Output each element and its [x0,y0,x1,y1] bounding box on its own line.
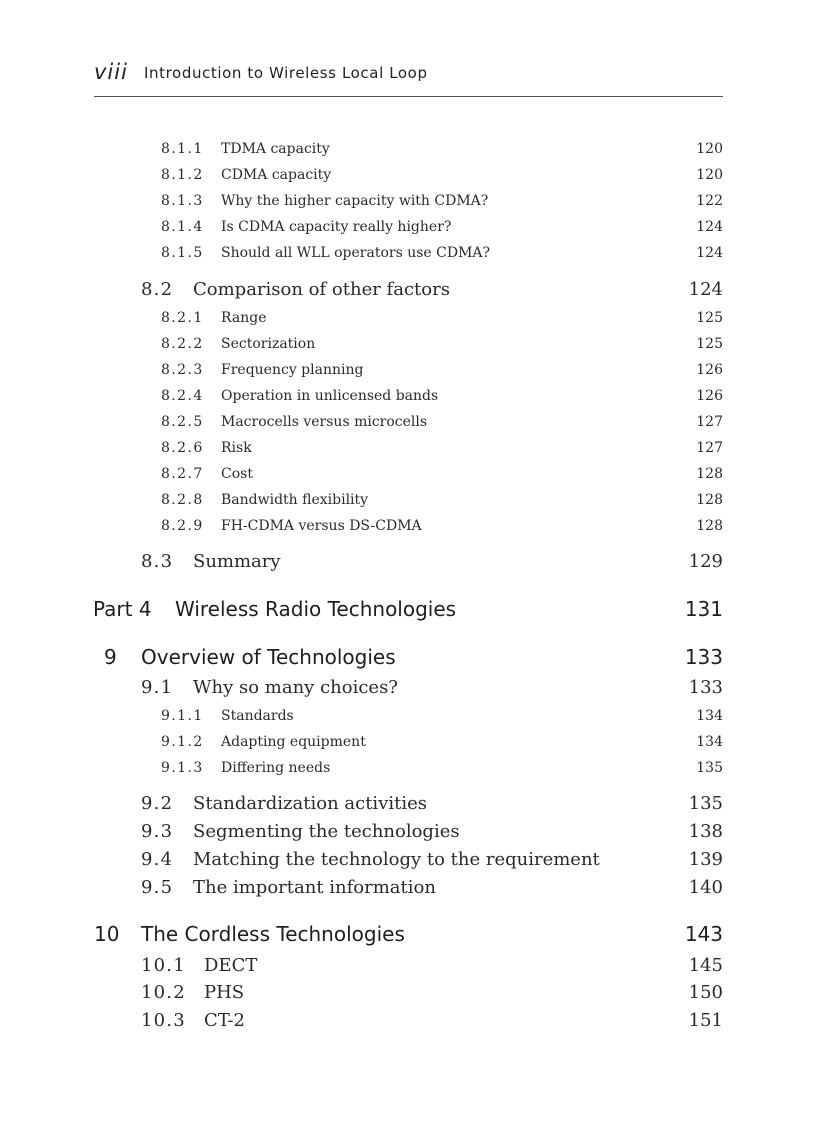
toc-chapter [0,922,816,952]
section-page: 150 [688,982,723,1003]
entry-title: Cost [221,466,253,482]
entry-page: 125 [696,310,723,326]
entry-page: 120 [696,141,723,157]
entry-number: 8.1.5 [161,245,204,261]
entry-page: 128 [696,492,723,508]
toc-section [0,849,816,877]
section-page: 133 [688,677,723,698]
entry-number: 8.1.4 [161,219,204,235]
toc-entry [0,141,816,165]
entry-page: 124 [696,245,723,261]
entry-number: 8.2.5 [161,414,204,430]
section-number: 9.1 [141,677,174,698]
section-page: 138 [688,821,723,842]
entry-page: 122 [696,193,723,209]
section-number: 8.3 [141,551,174,572]
entry-number: 8.2.8 [161,492,204,508]
chapter-title: The Cordless Technologies [141,922,405,946]
toc-entry [0,440,816,464]
section-number: 10.1 [141,955,186,976]
toc-entry [0,760,816,784]
toc-entry [0,708,816,732]
section-title: Why so many choices? [193,677,398,698]
entry-number: 8.2.3 [161,362,204,378]
toc-entry [0,414,816,438]
entry-title: FH-CDMA versus DS-CDMA [221,518,422,534]
entry-title: Sectorization [221,336,316,352]
toc-entry [0,336,816,360]
section-title: The important information [193,877,436,898]
toc-section [0,793,816,821]
entry-title: TDMA capacity [221,141,330,157]
part-title: Wireless Radio Technologies [175,597,457,621]
entry-page: 125 [696,336,723,352]
section-number: 9.5 [141,877,174,898]
toc-entry [0,310,816,334]
entry-number: 8.1.2 [161,167,204,183]
section-title: Comparison of other factors [193,279,450,300]
section-title: Matching the technology to the requirement [193,849,600,870]
entry-page: 135 [696,760,723,776]
entry-number: 8.2.2 [161,336,204,352]
entry-page: 128 [696,466,723,482]
entry-number: 9.1.1 [161,708,204,724]
entry-number: 8.2.6 [161,440,204,456]
toc-entry [0,518,816,542]
entry-title: Differing needs [221,760,331,776]
entry-title: Bandwidth flexibility [221,492,369,508]
section-page: 135 [688,793,723,814]
toc-section [0,982,816,1010]
entry-number: 8.2.7 [161,466,204,482]
section-number: 9.3 [141,821,174,842]
section-title: Summary [193,551,281,572]
section-number: 9.4 [141,849,174,870]
section-title: Standardization activities [193,793,427,814]
toc-section [0,677,816,705]
toc-entry [0,219,816,243]
chapter-page: 133 [684,645,723,669]
section-number: 10.2 [141,982,186,1003]
entry-title: Why the higher capacity with CDMA? [221,193,489,209]
entry-number: 8.1.1 [161,141,204,157]
toc-entry [0,466,816,490]
entry-title: Should all WLL operators use CDMA? [221,245,491,261]
section-number: 10.3 [141,1010,186,1031]
entry-page: 127 [696,440,723,456]
part-label: Part 4 [93,597,152,621]
section-page: 145 [688,955,723,976]
section-title: Segmenting the technologies [193,821,460,842]
toc-section [0,821,816,849]
section-page: 124 [688,279,723,300]
entry-title: Risk [221,440,252,456]
section-page: 151 [688,1010,723,1031]
chapter-page: 143 [684,922,723,946]
entry-number: 9.1.2 [161,734,204,750]
toc-section [0,877,816,905]
entry-title: Frequency planning [221,362,364,378]
entry-page: 126 [696,362,723,378]
entry-number: 8.2.4 [161,388,204,404]
toc-section [0,551,816,579]
toc-part [0,597,816,627]
part-page: 131 [684,597,723,621]
section-title: DECT [204,955,258,976]
entry-title: Operation in unlicensed bands [221,388,439,404]
entry-number: 8.2.1 [161,310,204,326]
section-title: CT-2 [204,1010,245,1031]
toc-entry [0,362,816,386]
entry-page: 126 [696,388,723,404]
entry-number: 9.1.3 [161,760,204,776]
entry-page: 120 [696,167,723,183]
entry-page: 127 [696,414,723,430]
entry-page: 124 [696,219,723,235]
section-page: 140 [688,877,723,898]
toc-section [0,1010,816,1038]
entry-page: 128 [696,518,723,534]
section-title: PHS [204,982,245,1003]
entry-title: Adapting equipment [221,734,366,750]
section-number: 9.2 [141,793,174,814]
chapter-number: 10 [94,922,120,946]
section-page: 139 [688,849,723,870]
toc-chapter [0,645,816,675]
toc-section [0,955,816,983]
chapter-title: Overview of Technologies [141,645,396,669]
entry-page: 134 [696,708,723,724]
entry-number: 8.2.9 [161,518,204,534]
book-title: Introduction to Wireless Local Loop [144,64,428,82]
entry-title: Macrocells versus microcells [221,414,428,430]
chapter-number: 9 [104,645,117,669]
toc-entry [0,388,816,412]
entry-title: CDMA capacity [221,167,332,183]
page-number-roman: viii [94,60,128,84]
toc-entry [0,492,816,516]
entry-title: Standards [221,708,294,724]
section-page: 129 [688,551,723,572]
entry-title: Range [221,310,267,326]
running-header [94,58,723,97]
section-number: 8.2 [141,279,174,300]
toc-entry [0,193,816,217]
toc-entry [0,245,816,269]
entry-page: 134 [696,734,723,750]
entry-title: Is CDMA capacity really higher? [221,219,452,235]
toc-section [0,279,816,307]
entry-number: 8.1.3 [161,193,204,209]
toc-entry [0,167,816,191]
toc-entry [0,734,816,758]
